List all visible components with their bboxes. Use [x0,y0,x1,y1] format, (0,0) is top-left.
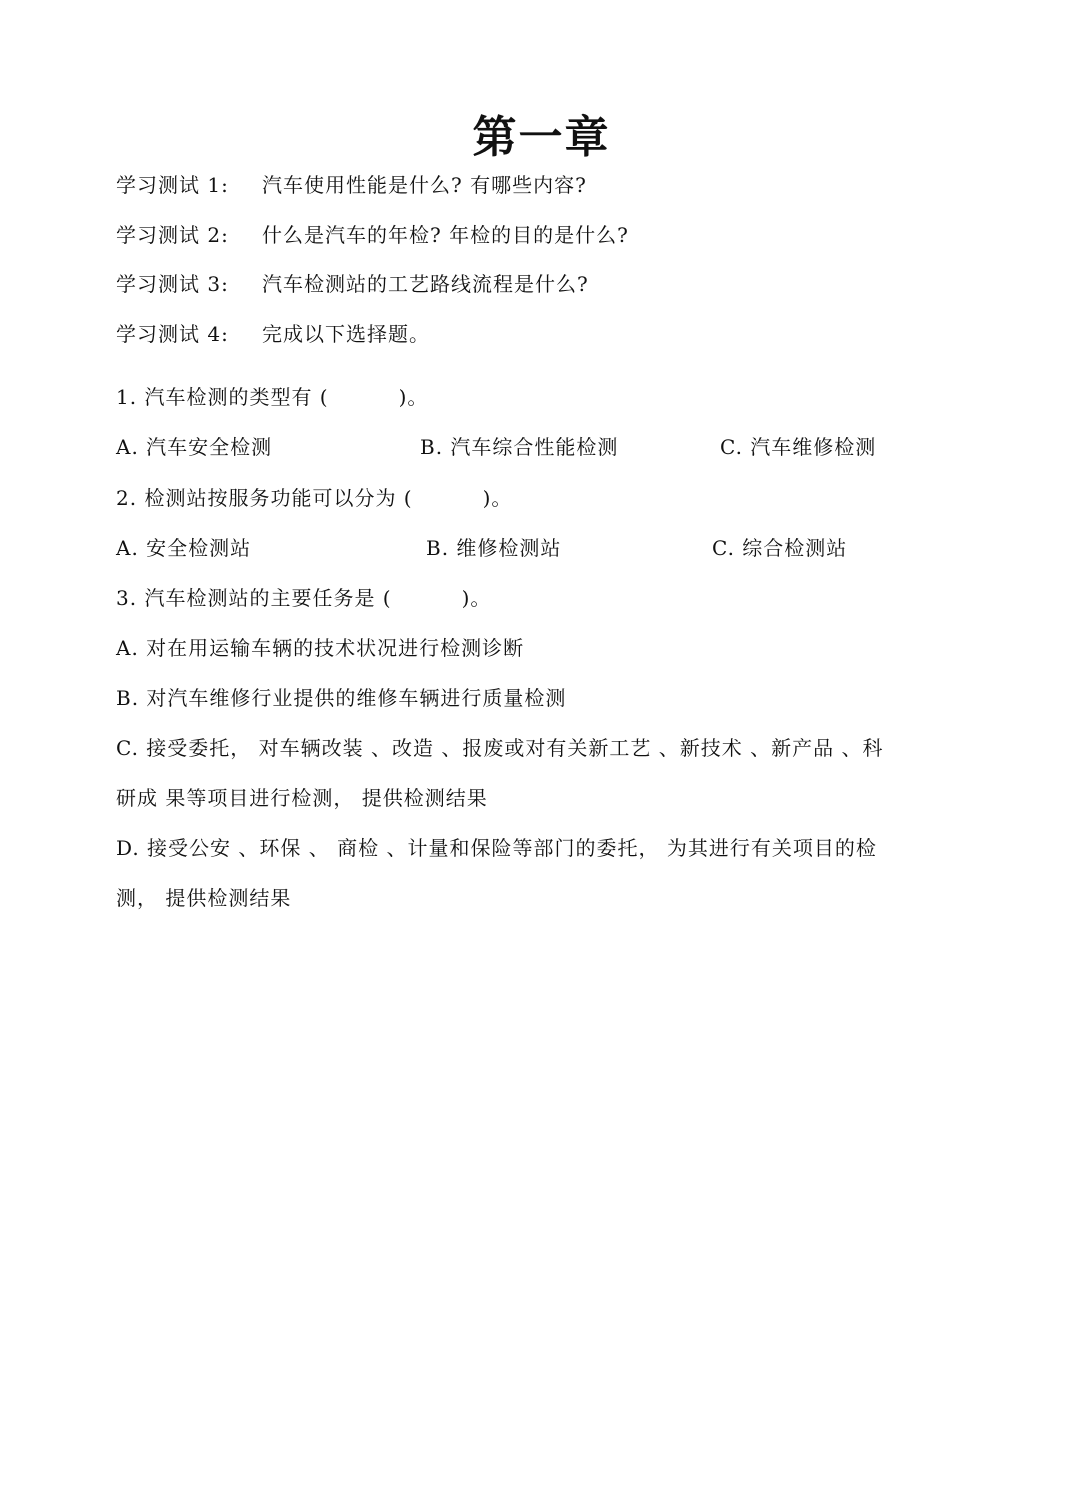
test-4 [116,320,430,348]
question-2-stem-text: 2. 检测站按服务功能可以分为 ( [116,486,413,510]
test-1-text: 汽车使用性能是什么? 有哪些内容? [262,173,587,197]
question-2-option-b: B. 维修检测站 [426,536,562,560]
question-3-stem-text: 3. 汽车检测站的主要任务是 ( [116,586,392,610]
question-3-stem-end: )。 [461,586,492,610]
test-4-label: 学习测试 4: [116,322,229,346]
question-2-option-a: A. 安全检测站 [116,536,252,560]
test-2-label: 学习测试 2: [116,223,229,247]
test-1-label: 学习测试 1: [116,173,229,197]
question-1-option-a: A. 汽车安全检测 [116,435,273,459]
question-3-option-c-cont: 研成 果等项目进行检测， 提供检测结果 [116,786,488,810]
question-1-stem [116,383,428,411]
question-2-option-c: C. 综合检测站 [712,536,848,560]
test-1 [116,171,587,199]
test-3-text: 汽车检测站的工艺路线流程是什么? [262,272,589,296]
question-3-option-b: B. 对汽车维修行业提供的维修车辆进行质量检测 [116,686,567,710]
question-3-option-d-cont: 测， 提供检测结果 [116,886,292,910]
question-3-stem [116,584,491,612]
test-2 [116,221,629,249]
test-4-text: 完成以下选择题。 [262,322,430,346]
question-1-stem-end: )。 [398,385,429,409]
test-3 [116,270,589,298]
question-1-option-c: C. 汽车维修检测 [720,435,877,459]
question-3-option-a: A. 对在用运输车辆的技术状况进行检测诊断 [116,636,525,660]
test-2-text: 什么是汽车的年检? 年检的目的是什么? [262,223,629,247]
test-3-label: 学习测试 3: [116,272,229,296]
question-3-option-d: D. 接受公安 、环保 、 商检 、计量和保险等部门的委托， 为其进行有关项目的检 [116,836,877,860]
question-2-stem-end: )。 [482,486,513,510]
question-1-stem-text: 1. 汽车检测的类型有 ( [116,385,329,409]
question-2-stem [116,484,512,512]
question-1-option-b: B. 汽车综合性能检测 [420,435,619,459]
question-3-option-c: C. 接受委托， 对车辆改装 、改造 、报废或对有关新工艺 、新技术 、新产品 、科 [116,736,884,760]
chapter-title: 第一章 [472,112,611,163]
